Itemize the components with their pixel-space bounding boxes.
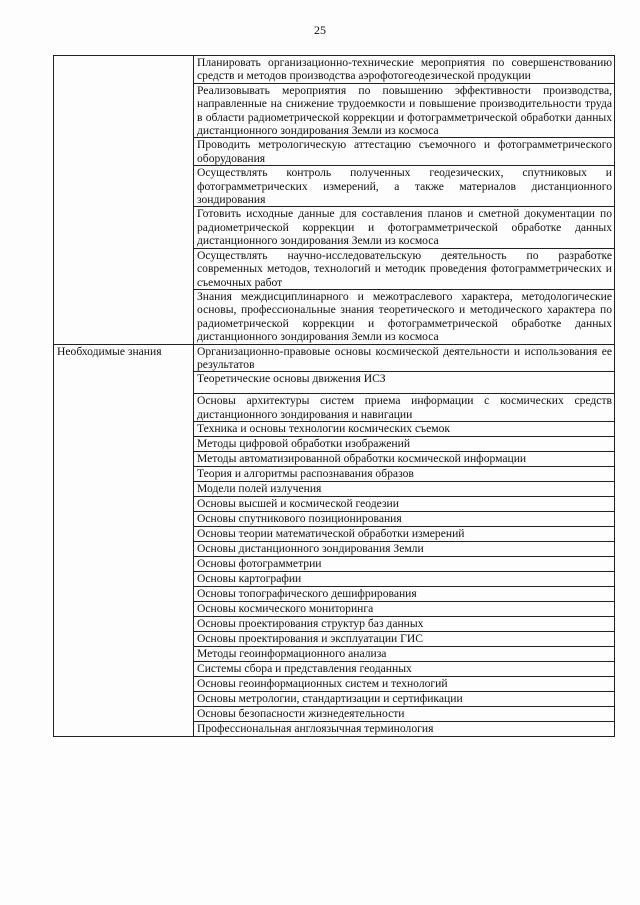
knowledge-cell: Методы геоинформационного анализа xyxy=(194,647,615,662)
knowledge-cell: Основы теории математической обработки измерений xyxy=(194,527,615,542)
knowledge-cell: Основы спутникового позиционирования xyxy=(194,512,615,527)
competency-table xyxy=(53,55,615,737)
knowledge-cell: Теория и алгоритмы распознавания образов xyxy=(194,467,615,482)
knowledge-cell: Профессиональная англоязычная терминология xyxy=(194,722,615,737)
left-cell-empty xyxy=(54,56,194,345)
knowledge-cell: Организационно-правовые основы космической деятельности и использования ее результатов xyxy=(194,344,615,372)
page-number: 25 xyxy=(314,23,326,37)
knowledge-cell: Основы архитектуры систем приема информации с космических средств дистанционного зондирования и навигации xyxy=(194,394,615,422)
skill-cell: Проводить метрологическую аттестацию съемочного и фотограмметрического оборудования xyxy=(194,138,615,166)
knowledge-cell: Основы топографического дешифрирования xyxy=(194,587,615,602)
knowledge-cell: Основы проектирования и эксплуатации ГИС xyxy=(194,632,615,647)
knowledge-cell: Системы сбора и представления геоданных xyxy=(194,662,615,677)
knowledge-cell: Основы геоинформационных систем и технологий xyxy=(194,677,615,692)
knowledge-cell: Основы метрологии, стандартизации и сертификации xyxy=(194,692,615,707)
skill-cell: Готовить исходные данные для составления планов и сметной документации по радиометрической коррекции и фотограмметрической обработке данных дистанционного зондирования Земли из космоса xyxy=(194,207,615,248)
skill-cell: Планировать организационно-технические мероприятия по совершенствованию средств и методов производства аэрофотогеодезической продукции xyxy=(194,56,615,84)
skill-cell: Осуществлять научно-исследовательскую деятельность по разработке современных методов, технологий и методик проведения фотограмметрических и съемочных работ xyxy=(194,248,615,289)
knowledge-cell: Основы безопасности жизнедеятельности xyxy=(194,707,615,722)
knowledge-cell: Основы картографии xyxy=(194,572,615,587)
skill-cell: Реализовывать мероприятия по повышению эффективности производства, направленные на снижение трудоемкости и повышение производительности труда в области радиометрической коррекции и фотограмметрической обработки данных дистанционного зондирования Земли из космоса xyxy=(194,83,615,138)
knowledge-cell: Основы космического мониторинга xyxy=(194,602,615,617)
knowledge-cell: Основы проектирования структур баз данных xyxy=(194,617,615,632)
table-row xyxy=(54,56,615,84)
knowledge-label: Необходимые знания xyxy=(54,344,194,737)
skill-cell: Знания междисциплинарного и межотраслевого характера, методологические основы, профессиональные знания теоретического и методического характера по радиометрической коррекции и фотограмметрической обработке данных дистанционного зондирования Земли из космоса xyxy=(194,289,615,344)
table-row xyxy=(54,344,615,372)
knowledge-cell: Техника и основы технологии космических съемок xyxy=(194,422,615,437)
knowledge-cell: Методы автоматизированной обработки космической информации xyxy=(194,452,615,467)
knowledge-cell: Основы дистанционного зондирования Земли xyxy=(194,542,615,557)
knowledge-cell: Методы цифровой обработки изображений xyxy=(194,437,615,452)
knowledge-cell: Основы фотограмметрии xyxy=(194,557,615,572)
knowledge-cell: Теоретические основы движения ИСЗ xyxy=(194,372,615,394)
knowledge-cell: Основы высшей и космической геодезии xyxy=(194,497,615,512)
knowledge-cell: Модели полей излучения xyxy=(194,482,615,497)
skill-cell: Осуществлять контроль полученных геодезических, спутниковых и фотограмметрических измерений, а также материалов дистанционного зондирования xyxy=(194,166,615,207)
